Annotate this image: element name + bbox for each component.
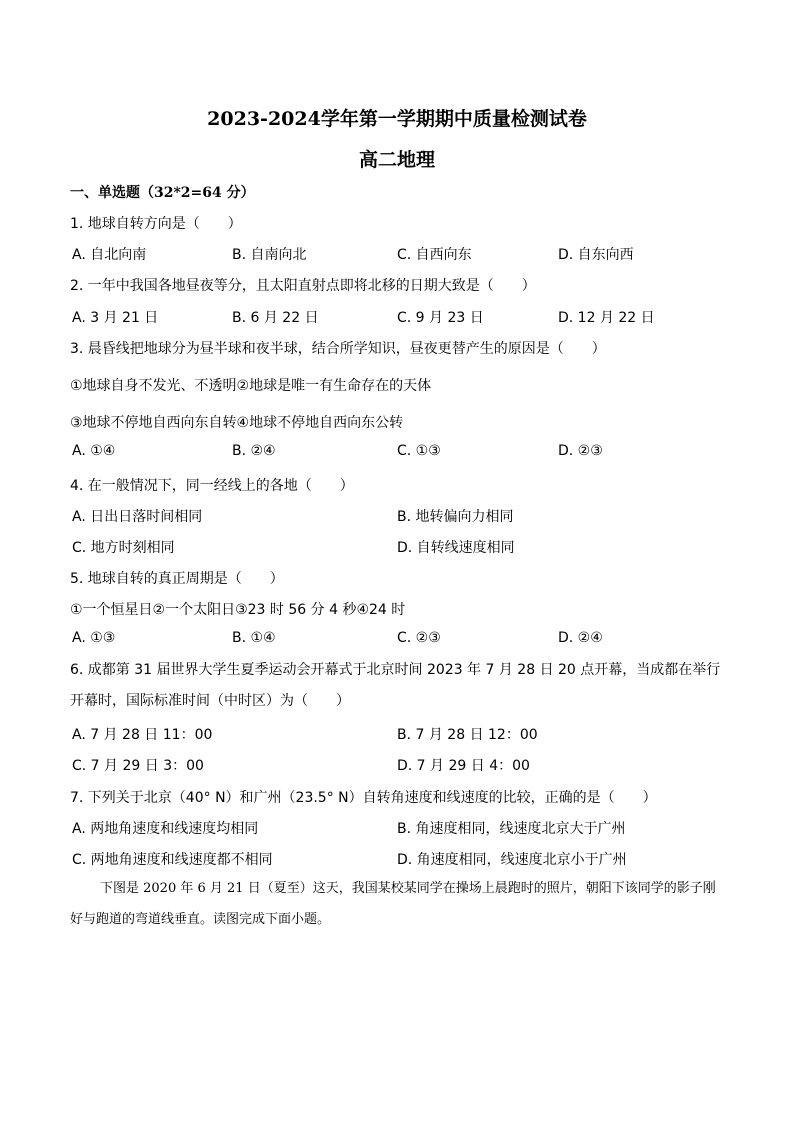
question-3-option-d: D. ②③: [558, 443, 603, 459]
question-6-option-a: A. 7 月 28 日 11：00: [72, 727, 213, 743]
exam-title: 2023-2024学年第一学期期中质量检测试卷: [207, 108, 587, 130]
question-5-option-d: D. ②④: [558, 630, 603, 646]
question-2-option-b: B. 6 月 22 日: [232, 310, 319, 326]
question-5-option-c: C. ②③: [397, 630, 441, 646]
question-1-option-c: C. 自西向东: [397, 247, 472, 263]
question-4-option-d: D. 自转线速度相同: [397, 540, 515, 556]
question-1-option-a: A. 自北向南: [72, 247, 147, 263]
question-7-option-c: C. 两地角速度和线速度都不相同: [72, 852, 273, 868]
question-4-option-c: C. 地方时刻相同: [72, 540, 175, 556]
question-6-stem: 6. 成都第 31 届世界大学生夏季运动会开幕式于北京时间 2023 年 7 月 28 日 20 点开幕，当成都在举行开幕时，国际标准时间（中时区）为（ ）: [70, 662, 721, 709]
question-6-option-b: B. 7 月 28 日 12：00: [397, 727, 538, 743]
section-heading: 一、单选题（32*2=64 分）: [70, 185, 255, 201]
question-1-option-d: D. 自东向西: [558, 247, 634, 263]
question-3-stem: 3. 晨昏线把地球分为昼半球和夜半球，结合所学知识，昼夜更替产生的原因是（ ）: [70, 341, 606, 357]
question-1-stem: 1. 地球自转方向是（ ）: [70, 216, 242, 232]
question-5-option-a: A. ①③: [72, 630, 116, 646]
question-2-option-a: A. 3 月 21 日: [72, 310, 159, 326]
question-3-statements-2: ③地球不停地自西向东自转④地球不停地自西向东公转: [70, 415, 404, 431]
reading-material: 下图是 2020 年 6 月 21 日（夏至）这天，我国某校某同学在操场上晨跑时的照片，朝阳下该同学的影子刚好与跑道的弯道线垂直。读图完成下面小题。: [70, 881, 716, 927]
question-4-option-b: B. 地转偏向力相同: [397, 509, 514, 525]
question-4-option-a: A. 日出日落时间相同: [72, 509, 203, 525]
question-2-option-c: C. 9 月 23 日: [397, 310, 484, 326]
question-6-option-d: D. 7 月 29 日 4：00: [397, 758, 530, 774]
question-7-option-d: D. 角速度相同，线速度北京小于广州: [397, 852, 627, 868]
question-5-statements: ①一个恒星日②一个太阳日③23 时 56 分 4 秒④24 时: [70, 602, 406, 618]
question-5-option-b: B. ①④: [232, 630, 276, 646]
question-7-stem: 7. 下列关于北京（40° N）和广州（23.5° N）自转角速度和线速度的比较，正确的是（ ）: [70, 790, 657, 806]
question-5-stem: 5. 地球自转的真正周期是（ ）: [70, 571, 284, 587]
exam-subtitle: 高二地理: [358, 149, 435, 171]
question-7-option-b: B. 角速度相同，线速度北京大于广州: [397, 821, 626, 837]
question-3-option-a: A. ①④: [72, 443, 116, 459]
question-7-option-a: A. 两地角速度和线速度均相同: [72, 821, 259, 837]
question-3-statements-1: ①地球自身不发光、不透明②地球是唯一有生命存在的天体: [70, 378, 432, 394]
question-4-stem: 4. 在一般情况下，同一经线上的各地（ ）: [70, 478, 354, 494]
question-2-stem: 2. 一年中我国各地昼夜等分，且太阳直射点即将北移的日期大致是（ ）: [70, 278, 536, 294]
question-1-option-b: B. 自南向北: [232, 247, 307, 263]
question-3-option-b: B. ②④: [232, 443, 276, 459]
question-2-option-d: D. 12 月 22 日: [558, 310, 655, 326]
question-3-option-c: C. ①③: [397, 443, 441, 459]
question-6-option-c: C. 7 月 29 日 3：00: [72, 758, 204, 774]
